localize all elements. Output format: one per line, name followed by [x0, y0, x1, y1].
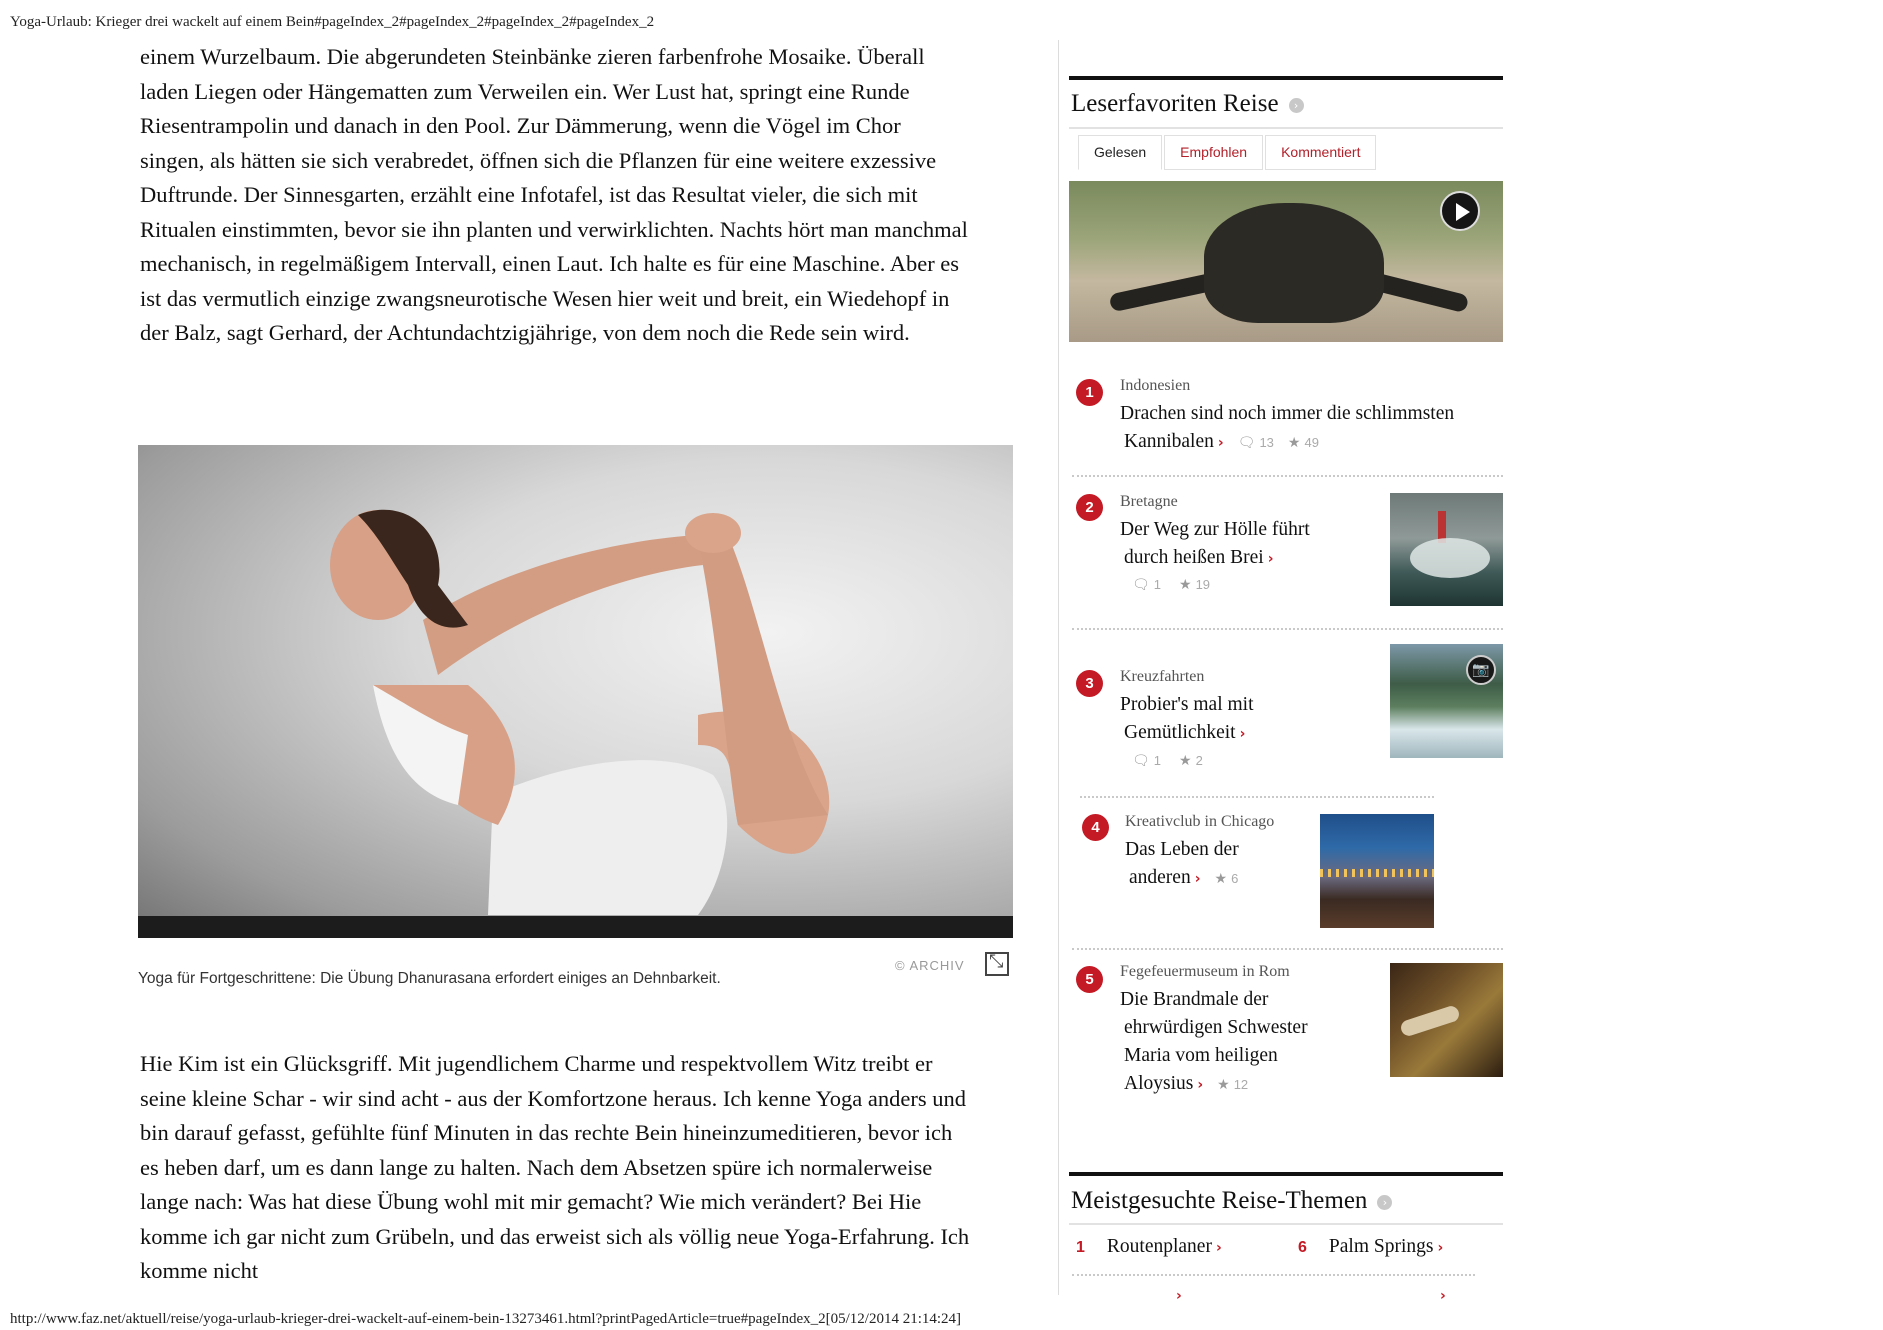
camera-icon: 📷: [1466, 655, 1496, 685]
featured-video-thumbnail[interactable]: [1069, 181, 1503, 342]
favorite-headline[interactable]: Der Weg zur Hölle führt durch heißen Brei ›: [1120, 519, 1310, 568]
favorite-headline[interactable]: Die Brandmale der ehrwürdigen Schwester Maria vom heiligen Aloysius › ★ 12: [1120, 989, 1308, 1094]
favorite-headline[interactable]: Drachen sind noch immer die schlimmsten Kannibalen › 🗨 13 ★ 49: [1120, 403, 1455, 452]
rank-badge: 2: [1076, 494, 1103, 521]
column-divider: [1058, 40, 1059, 1295]
arrow-icon: ›: [1437, 1240, 1444, 1256]
favorite-thumbnail[interactable]: [1390, 963, 1503, 1077]
star-icon: ★: [1287, 435, 1301, 451]
rank-badge: 1: [1076, 379, 1103, 406]
item-separator: [1080, 796, 1434, 798]
themes-top-rule: [1069, 1172, 1503, 1176]
fullscreen-icon[interactable]: [985, 952, 1009, 976]
favorite-kicker[interactable]: Indonesien: [1120, 377, 1191, 394]
arrow-icon: ›: [1194, 871, 1201, 887]
article-paragraph: Hie Kim ist ein Glücksgriff. Mit jugendlichem Charme und respektvollem Witz treibt er seine kleine Schar - wir sind acht - aus der Komfortzone heraus. Ich kenne Yoga anders und bin darauf gefasst, gefühlte fünf Minuten in das rechte Bein hineinzumeditieren, bevor ich es heben darf, um es dann lange zu halten. Nach dem Absetzen spüre ich normalerweise lange nach: Was hat diese Übung wohl mit mir gemacht? Wie mich verändert? Bei Hie komme ich gar nicht zum Grübeln, und das erweist sich als völlig neue Yoga-Erfahrung. Ich komme nicht: [140, 1051, 970, 1283]
favorite-stats: 🗨 13 ★ 49: [1237, 435, 1319, 451]
print-header: Yoga-Urlaub: Krieger drei wackelt auf einem Bein#pageIndex_2#pageIndex_2#pageIndex_2#pageIndex_2: [10, 14, 655, 30]
tab-empfohlen[interactable]: Empfohlen: [1164, 135, 1263, 170]
favorites-title-separator: [1069, 127, 1503, 129]
info-icon[interactable]: ›: [1289, 98, 1304, 113]
favorite-kicker[interactable]: Bretagne: [1120, 493, 1178, 510]
comment-icon: 🗨: [1237, 435, 1256, 451]
item-separator: [1072, 948, 1503, 950]
star-icon: ★: [1179, 577, 1192, 593]
favorite-stats: 🗨 1 ★ 19: [1132, 577, 1211, 593]
themes-title: Meistgesuchte Reise-Themen ›: [1071, 1187, 1392, 1215]
article-paragraph: einem Wurzelbaum. Die abgerundeten Steinbänke zieren farbenfrohe Mosaike. Überall laden Liegen oder Hängematten zum Verweilen ein. Wer Lust hat, springt eine Runde Riesentrampolin und danach in den Pool. Zur Dämmerung, wenn die Vögel im Chor singen, als hätten sie sich verabredet, öffnen sich die Pflanzen für eine weitere exzessive Duftrunde. Der Sinnesgarten, erzählt eine Infotafel, ist das Resultat vieler, die sich mit Ritualen einstimmten, bevor sie ihn planten und verwirklichten. Nachts hört man manchmal mechanisch, in regelmäßigem Intervall, einen Laut. Ich halte es für eine Maschine. Aber es ist das vermutlich einzige zwangsneurotische Wesen hier weit und breit, ein Wiedehopf in der Balz, sagt Gerhard, der Achtundachtzigjährige, von dem noch die Rede sein wird.: [140, 44, 968, 345]
info-icon[interactable]: ›: [1377, 1195, 1392, 1210]
favorite-stats: ★ 6: [1214, 871, 1239, 887]
arrow-icon: ›: [1267, 551, 1274, 567]
chevron-right-icon[interactable]: ›: [1176, 1288, 1182, 1304]
favorite-thumbnail[interactable]: [1390, 493, 1503, 606]
item-separator: [1072, 1274, 1475, 1276]
play-icon[interactable]: [1440, 191, 1480, 231]
image-caption: Yoga für Fortgeschrittene: Die Übung Dhanurasana erfordert einiges an Dehnbarkeit.: [138, 970, 721, 987]
star-icon: ★: [1214, 871, 1228, 887]
chevron-right-icon[interactable]: ›: [1440, 1288, 1446, 1304]
arrow-icon: ›: [1197, 1077, 1204, 1093]
favorite-kicker[interactable]: Kreativclub in Chicago: [1125, 813, 1275, 830]
rank-badge: 4: [1082, 814, 1109, 841]
theme-link[interactable]: 1 Routenplaner ›: [1076, 1236, 1222, 1257]
arrow-icon: ›: [1217, 435, 1224, 451]
comment-icon: 🗨: [1132, 577, 1150, 593]
favorite-kicker[interactable]: Kreuzfahrten: [1120, 668, 1205, 685]
favorite-kicker[interactable]: Fegefeuermuseum in Rom: [1120, 963, 1290, 980]
tab-kommentiert[interactable]: Kommentiert: [1265, 135, 1376, 170]
tab-gelesen[interactable]: Gelesen: [1078, 135, 1162, 170]
comment-icon: 🗨: [1132, 753, 1150, 769]
favorites-top-rule: [1069, 76, 1503, 80]
image-credit: © ARCHIV: [895, 958, 965, 973]
star-icon: ★: [1179, 753, 1192, 769]
arrow-icon: ›: [1215, 1240, 1222, 1256]
item-separator: [1072, 475, 1503, 477]
favorites-tabs: [1078, 135, 1378, 169]
favorites-title: Leserfavoriten Reise ›: [1071, 90, 1304, 118]
favorite-stats: 🗨 1 ★ 2: [1132, 753, 1203, 769]
item-separator: [1072, 628, 1503, 630]
yoga-figure-illustration: [138, 445, 1013, 938]
favorite-headline[interactable]: Das Leben der anderen › ★ 6: [1125, 839, 1239, 888]
theme-link[interactable]: 6 Palm Springs ›: [1298, 1236, 1444, 1257]
article-image-yoga[interactable]: [138, 445, 1013, 938]
favorite-stats: ★ 12: [1217, 1077, 1249, 1093]
favorite-thumbnail[interactable]: [1320, 814, 1434, 928]
favorite-headline[interactable]: Probier's mal mit Gemütlichkeit ›: [1120, 694, 1254, 743]
themes-title-separator: [1069, 1223, 1503, 1225]
arrow-icon: ›: [1239, 726, 1246, 742]
rank-badge: 5: [1076, 966, 1103, 993]
print-footer-url: http://www.faz.net/aktuell/reise/yoga-urlaub-krieger-drei-wackelt-auf-einem-bein-13273461.html?printPagedArticle=true#pageIndex_2[05/12/2014 21:14:24]: [10, 1311, 962, 1327]
rank-badge: 3: [1076, 670, 1103, 697]
star-icon: ★: [1217, 1077, 1230, 1093]
